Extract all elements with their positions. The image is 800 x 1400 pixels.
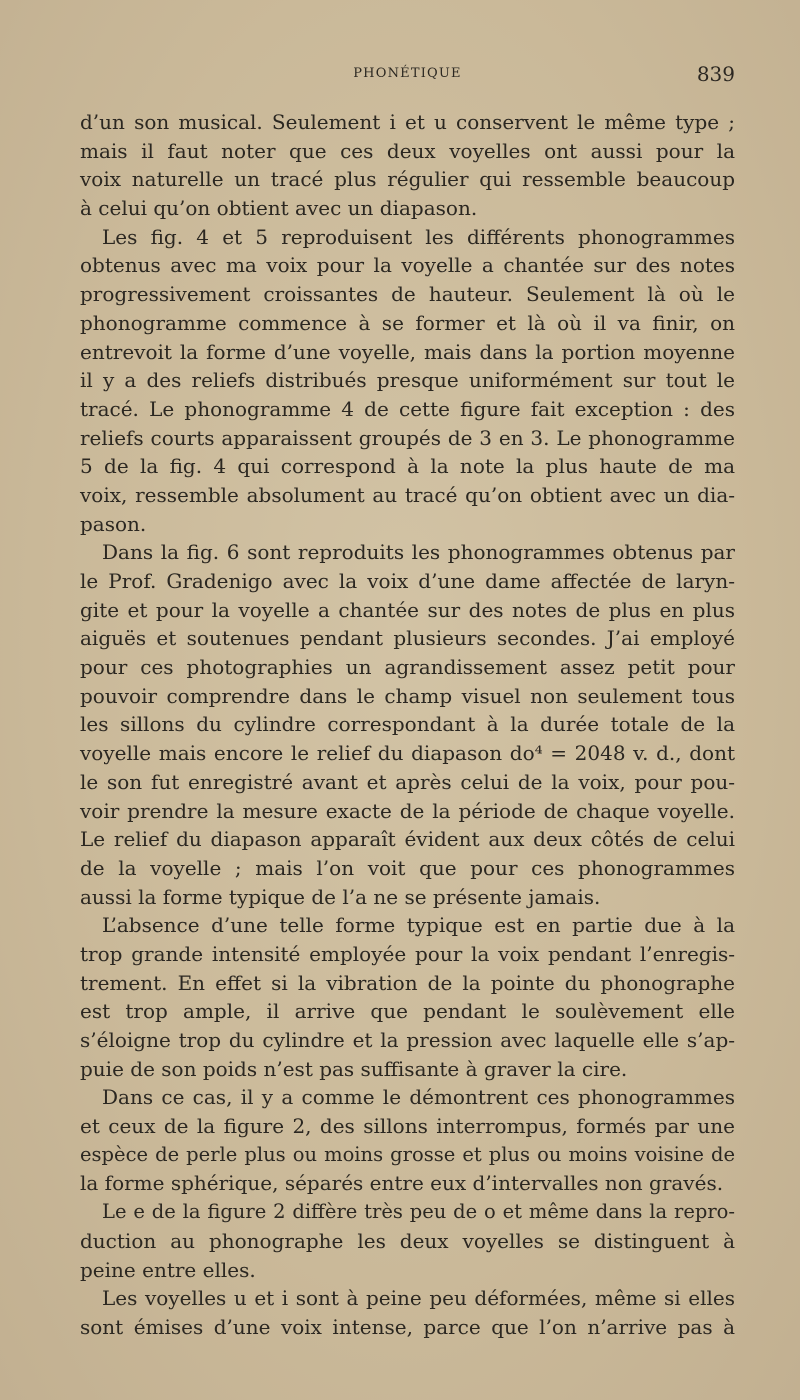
text-line: il y a des reliefs distribués presque uniformément sur tout le bbox=[80, 368, 735, 393]
text-line: progressivement croissantes de hauteur. Seulement là où le bbox=[80, 282, 735, 307]
text-line: mais il faut noter que ces deux voyelles ont aussi pour la bbox=[80, 138, 735, 163]
text-line: est trop ample, il arrive que pendant le soulèvement elle bbox=[80, 999, 735, 1024]
text-line: phonogramme commence à se former et là où il va finir, on bbox=[80, 310, 735, 335]
text-line: voyelle mais encore le relief du diapason do⁴ = 2048 v. d., dont bbox=[80, 741, 735, 766]
text-line: aiguës et soutenues pendant plusieurs secondes. J’ai employé bbox=[80, 626, 735, 651]
text-line: obtenus avec ma voix pour la voyelle a chantée sur des notes bbox=[80, 253, 735, 278]
text-line: trop grande intensité employée pour la voix pendant l’enregis- bbox=[80, 941, 735, 966]
text-line: espèce de perle plus ou moins grosse et plus ou moins voisine de bbox=[80, 1142, 735, 1166]
text-line: et ceux de la figure 2, des sillons interrompus, formés par une bbox=[80, 1114, 735, 1139]
text-line: trement. En effet si la vibration de la pointe du phonographe bbox=[80, 970, 735, 995]
text-line: voix, ressemble absolument au tracé qu’on obtient avec un dia- bbox=[80, 482, 735, 507]
text-line: le Prof. Gradenigo avec la voix d’une dame affectée de laryn- bbox=[80, 569, 735, 593]
text-line: les sillons du cylindre correspondant à la durée totale de la bbox=[80, 712, 735, 737]
running-title: PHONÉTIQUE bbox=[353, 66, 462, 81]
text-line: peine entre elles. bbox=[80, 1257, 256, 1282]
text-line: duction au phonographe les deux voyelles se distinguent à bbox=[80, 1228, 735, 1253]
text-line: puie de son poids n’est pas suffisante à graver la cire. bbox=[80, 1056, 628, 1081]
text-line: 5 de la fig. 4 qui correspond à la note la plus haute de ma bbox=[80, 454, 735, 479]
body-text bbox=[80, 108, 735, 1342]
text-line: le son fut enregistré avant et après celui de la voix, pour pou- bbox=[80, 769, 735, 794]
text-line: de la voyelle ; mais l’on voit que pour ces phonogrammes bbox=[80, 855, 735, 880]
page-number: 839 bbox=[696, 62, 735, 86]
text-line: Dans ce cas, il y a comme le démontrent ces phonogrammes bbox=[102, 1085, 735, 1110]
text-line: à celui qu’on obtient avec un diapason. bbox=[80, 196, 478, 221]
text-line: aussi la forme typique de l’a ne se présente jamais. bbox=[80, 884, 601, 909]
text-line: tracé. Le phonogramme 4 de cette figure fait exception : des bbox=[80, 396, 735, 421]
text-line: sont émises d’une voix intense, parce que l’on n’arrive pas à bbox=[80, 1314, 735, 1339]
text-line: d’un son musical. Seulement i et u conservent le même type ; bbox=[80, 110, 735, 134]
text-line: pouvoir comprendre dans le champ visuel non seulement tous bbox=[80, 683, 735, 708]
text-line: Les voyelles u et i sont à peine peu déformées, même si elles bbox=[102, 1286, 735, 1311]
text-line: voix naturelle un tracé plus régulier qui ressemble beaucoup bbox=[80, 167, 735, 192]
text-line: Les fig. 4 et 5 reproduisent les différents phonogrammes bbox=[102, 224, 735, 249]
text-line: Le relief du diapason apparaît évident aux deux côtés de celui bbox=[80, 827, 735, 852]
text-line: la forme sphérique, séparés entre eux d’intervalles non gravés. bbox=[80, 1171, 724, 1196]
text-line: gite et pour la voyelle a chantée sur des notes de plus en plus bbox=[80, 597, 735, 622]
text-line: voir prendre la mesure exacte de la période de chaque voyelle. bbox=[80, 798, 735, 823]
text-line: reliefs courts apparaissent groupés de 3 en 3. Le phonogramme bbox=[80, 425, 735, 450]
text-line: s’éloigne trop du cylindre et la pression avec laquelle elle s’ap- bbox=[80, 1028, 735, 1052]
text-line: Le e de la figure 2 diffère très peu de o et même dans la repro- bbox=[102, 1200, 735, 1224]
text-line: Dans la fig. 6 sont reproduits les phonogrammes obtenus par bbox=[102, 540, 735, 565]
page-header bbox=[80, 62, 735, 88]
text-line: pour ces photographies un agrandissement assez petit pour bbox=[80, 655, 735, 680]
text-line: entrevoit la forme d’une voyelle, mais dans la portion moyenne bbox=[80, 339, 735, 364]
text-line: pason. bbox=[80, 511, 147, 536]
text-line: L’absence d’une telle forme typique est en partie due à la bbox=[102, 913, 735, 938]
